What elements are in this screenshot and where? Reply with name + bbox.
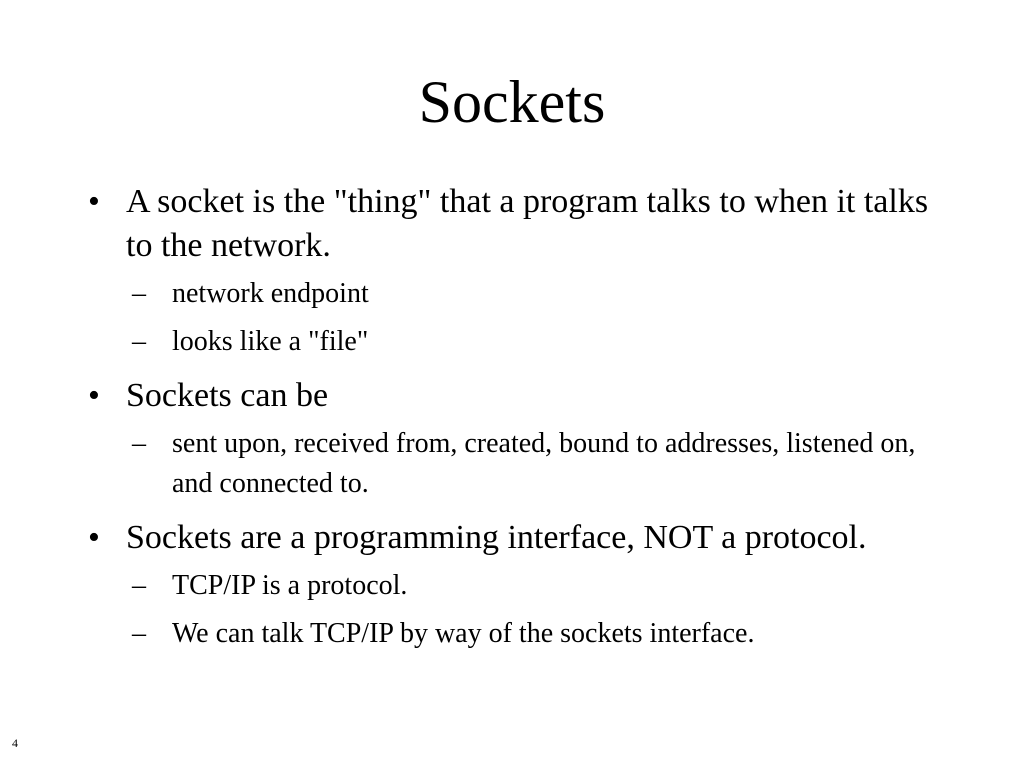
sub-bullet-item — [132, 322, 948, 362]
bullet-marker: • — [88, 377, 100, 414]
sub-bullet-text: looks like a "file" — [172, 326, 369, 357]
dash-marker: – — [132, 428, 146, 459]
sub-bullet-text: TCP/IP is a protocol. — [172, 570, 408, 601]
bullet-item — [88, 180, 948, 268]
sub-bullet-text: network endpoint — [172, 278, 369, 309]
sub-bullet-item — [132, 424, 948, 504]
bullet-text: Sockets are a programming interface, NOT a protocol. — [126, 519, 867, 556]
page-number: 4 — [12, 736, 18, 750]
bullet-list — [88, 180, 948, 662]
bullet-text: A socket is the "thing" that a program talks to when it talks to the network. — [126, 183, 929, 264]
sub-bullet-item — [132, 566, 948, 606]
dash-marker: – — [132, 570, 146, 601]
dash-marker: – — [132, 618, 146, 649]
bullet-marker: • — [88, 183, 100, 220]
sub-bullet-text: sent upon, received from, created, bound to addresses, listened on, and connected to. — [172, 428, 916, 499]
sub-bullet-text: We can talk TCP/IP by way of the sockets interface. — [172, 618, 755, 649]
sub-bullet-item — [132, 274, 948, 314]
slide-title: Sockets — [418, 69, 606, 135]
bullet-item — [88, 374, 948, 418]
bullet-marker: • — [88, 519, 100, 556]
bullet-item — [88, 516, 948, 560]
bullet-text: Sockets can be — [126, 377, 329, 414]
dash-marker: – — [132, 326, 146, 357]
sub-bullet-item — [132, 614, 948, 654]
dash-marker: – — [132, 278, 146, 309]
